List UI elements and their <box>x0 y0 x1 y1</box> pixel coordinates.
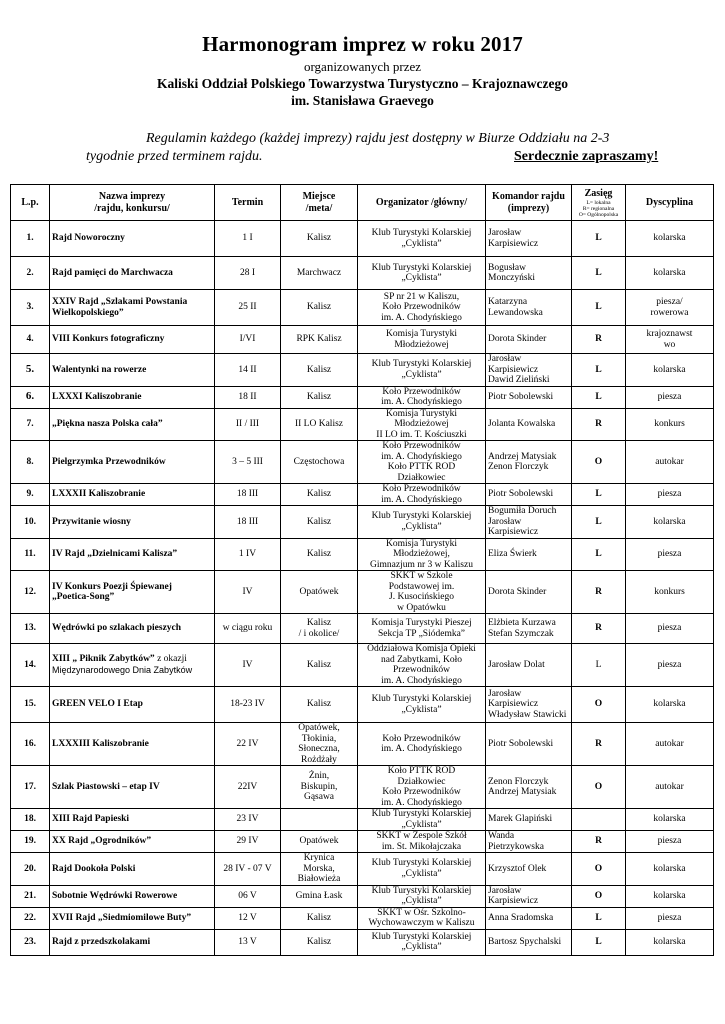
row-organizer: Koło Przewodników im. A. Chodyńskiego <box>358 386 486 408</box>
row-lp: 16. <box>11 723 50 766</box>
row-discipline: piesza <box>626 907 714 929</box>
table-row <box>11 290 714 326</box>
header-lp: L.p. <box>11 185 50 221</box>
row-place: Kalisz <box>281 221 358 257</box>
row-lp: 1. <box>11 221 50 257</box>
row-commander: Jarosław Karpisiewicz <box>486 885 572 907</box>
table-row <box>11 257 714 290</box>
row-organizer: Klub Turystyki Kolarskiej „Cyklista” <box>358 506 486 539</box>
row-scope: R <box>572 723 626 766</box>
row-organizer: Klub Turystyki Kolarskiej „Cyklista” <box>358 687 486 723</box>
row-commander: Wanda Pietrzykowska <box>486 831 572 853</box>
row-lp: 11. <box>11 538 50 571</box>
row-term: 23 IV <box>215 809 281 831</box>
row-lp: 23. <box>11 929 50 955</box>
row-term: 1 IV <box>215 538 281 571</box>
row-place: Kalisz <box>281 929 358 955</box>
row-discipline: piesza <box>626 614 714 644</box>
row-term: IV <box>215 571 281 614</box>
row-lp: 3. <box>11 290 50 326</box>
row-lp: 9. <box>11 484 50 506</box>
row-discipline: konkurs <box>626 408 714 441</box>
row-organizer: Koło Przewodników im. A. Chodyńskiego <box>358 723 486 766</box>
row-commander: Marek Glapiński <box>486 809 572 831</box>
table-row <box>11 907 714 929</box>
row-lp: 8. <box>11 441 50 484</box>
row-scope: R <box>572 831 626 853</box>
row-discipline: kolarska <box>626 809 714 831</box>
row-term: 18 II <box>215 386 281 408</box>
row-discipline: krajoznawst wo <box>626 326 714 354</box>
row-commander: Elżbieta Kurzawa Stefan Szymczak <box>486 614 572 644</box>
row-lp: 17. <box>11 766 50 809</box>
header-discipline: Dyscyplina <box>626 185 714 221</box>
row-name: Przywitanie wiosny <box>50 506 215 539</box>
row-commander: Anna Sradomska <box>486 907 572 929</box>
table-row <box>11 441 714 484</box>
table-row <box>11 723 714 766</box>
row-scope: L <box>572 354 626 387</box>
row-discipline: piesza <box>626 484 714 506</box>
row-term: 25 II <box>215 290 281 326</box>
row-scope: R <box>572 571 626 614</box>
row-discipline: piesza/ rowerowa <box>626 290 714 326</box>
row-name: Rajd pamięci do Marchwacza <box>50 257 215 290</box>
row-scope: O <box>572 766 626 809</box>
row-lp: 22. <box>11 907 50 929</box>
info-line-1: Regulamin każdego (każdej imprezy) rajdu jest dostępny w Biurze Oddziału na 2-3 <box>146 131 610 146</box>
row-lp: 14. <box>11 644 50 687</box>
row-name: Rajd Noworoczny <box>50 221 215 257</box>
row-commander: Piotr Sobolewski <box>486 723 572 766</box>
row-discipline: piesza <box>626 386 714 408</box>
row-organizer: Komisja Turystyki Młodzieżowej II LO im. T. Kościuszki <box>358 408 486 441</box>
header-place: Miejsce /meta/ <box>281 185 358 221</box>
row-lp: 19. <box>11 831 50 853</box>
row-scope: L <box>572 484 626 506</box>
row-name: Rajd Dookoła Polski <box>50 853 215 886</box>
row-name: XIII Rajd Papieski <box>50 809 215 831</box>
row-place: Opatówek, Tłokinia, Słoneczna, Rożdżały <box>281 723 358 766</box>
row-term: 12 V <box>215 907 281 929</box>
row-place: Krynica Morska, Białowieża <box>281 853 358 886</box>
row-name: IV Rajd „Dzielnicami Kalisza” <box>50 538 215 571</box>
row-lp: 15. <box>11 687 50 723</box>
row-organizer: Klub Turystyki Kolarskiej „Cyklista” <box>358 853 486 886</box>
row-discipline: kolarska <box>626 853 714 886</box>
row-name: IV Konkurs Poezji Śpiewanej „Poetica-Song” <box>50 571 215 614</box>
row-place: II LO Kalisz <box>281 408 358 441</box>
row-commander: Zenon Florczyk Andrzej Matysiak <box>486 766 572 809</box>
row-name: VIII Konkurs fotograficzny <box>50 326 215 354</box>
row-place: Kalisz / i okolice/ <box>281 614 358 644</box>
row-discipline: autokar <box>626 766 714 809</box>
row-organizer: Komisja Turystyki Młodzieżowej <box>358 326 486 354</box>
row-name: Szlak Piastowski – etap IV <box>50 766 215 809</box>
row-place: Opatówek <box>281 831 358 853</box>
row-scope: L <box>572 506 626 539</box>
row-name: Sobotnie Wędrówki Rowerowe <box>50 885 215 907</box>
row-scope: L <box>572 290 626 326</box>
row-name: LXXXIII Kaliszobranie <box>50 723 215 766</box>
row-name: Wędrówki po szlakach pieszych <box>50 614 215 644</box>
row-lp: 20. <box>11 853 50 886</box>
invitation-text: Serdecznie zapraszamy! <box>514 149 659 164</box>
row-commander: Andrzej Matysiak Zenon Florczyk <box>486 441 572 484</box>
header-commander: Komandor rajdu (imprezy) <box>486 185 572 221</box>
organization-patron: im. Stanisława Graevego <box>291 93 434 108</box>
table-row <box>11 538 714 571</box>
row-commander: Bogumiła Doruch Jarosław Karpisiewicz <box>486 506 572 539</box>
row-discipline: autokar <box>626 723 714 766</box>
row-commander: Krzysztof Olek <box>486 853 572 886</box>
row-term: II / III <box>215 408 281 441</box>
header-organizer: Organizator /główny/ <box>358 185 486 221</box>
row-name: XXIV Rajd „Szlakami Powstania Wielkopolskiego” <box>50 290 215 326</box>
table-row <box>11 221 714 257</box>
row-organizer: Klub Turystyki Kolarskiej „Cyklista” <box>358 257 486 290</box>
row-discipline: kolarska <box>626 885 714 907</box>
table-row <box>11 386 714 408</box>
table-row <box>11 644 714 687</box>
row-commander: Jarosław Karpisiewicz Władysław Stawicki <box>486 687 572 723</box>
row-scope: L <box>572 538 626 571</box>
table-row <box>11 571 714 614</box>
row-lp: 13. <box>11 614 50 644</box>
table-row <box>11 326 714 354</box>
row-name: Walentynki na rowerze <box>50 354 215 387</box>
table-row <box>11 831 714 853</box>
row-term: 1 I <box>215 221 281 257</box>
row-scope: L <box>572 929 626 955</box>
row-term: w ciągu roku <box>215 614 281 644</box>
row-discipline: autokar <box>626 441 714 484</box>
row-term: 28 I <box>215 257 281 290</box>
table-row <box>11 853 714 886</box>
row-discipline: konkurs <box>626 571 714 614</box>
table-row <box>11 506 714 539</box>
row-lp: 12. <box>11 571 50 614</box>
row-place: RPK Kalisz <box>281 326 358 354</box>
row-term: I/VI <box>215 326 281 354</box>
row-term: IV <box>215 644 281 687</box>
row-scope: R <box>572 326 626 354</box>
row-name: XIII „ Piknik Zabytków” z okazji Międzynarodowego Dnia Zabytków <box>50 644 215 687</box>
row-commander: Jolanta Kowalska <box>486 408 572 441</box>
schedule-table <box>10 184 714 956</box>
row-name: LXXXII Kaliszobranie <box>50 484 215 506</box>
table-row <box>11 929 714 955</box>
row-commander: Jarosław Dolat <box>486 644 572 687</box>
row-place <box>281 809 358 831</box>
row-lp: 2. <box>11 257 50 290</box>
row-place: Kalisz <box>281 907 358 929</box>
table-row <box>11 809 714 831</box>
row-name: XVII Rajd „Siedmiomilowe Buty” <box>50 907 215 929</box>
row-organizer: SKKT w Szkole Podstawowej im. J. Kusocińskiego w Opatówku <box>358 571 486 614</box>
row-lp: 4. <box>11 326 50 354</box>
row-place: Marchwacz <box>281 257 358 290</box>
row-scope: L <box>572 644 626 687</box>
row-discipline: kolarska <box>626 929 714 955</box>
row-term: 18-23 IV <box>215 687 281 723</box>
row-discipline: kolarska <box>626 221 714 257</box>
row-term: 18 III <box>215 506 281 539</box>
row-place: Kalisz <box>281 290 358 326</box>
row-term: 06 V <box>215 885 281 907</box>
organization-name: Kaliski Oddział Polskiego Towarzystwa Turystyczno – Krajoznawczego <box>156 76 568 91</box>
row-lp: 7. <box>11 408 50 441</box>
row-name: „Piękna nasza Polska cała” <box>50 408 215 441</box>
table-row <box>11 766 714 809</box>
row-lp: 10. <box>11 506 50 539</box>
row-term: 14 II <box>215 354 281 387</box>
row-discipline: kolarska <box>626 354 714 387</box>
row-organizer: Komisja Turystyki Młodzieżowej, Gimnazjum nr 3 w Kaliszu <box>358 538 486 571</box>
row-place: Kalisz <box>281 354 358 387</box>
row-scope: L <box>572 221 626 257</box>
table-row <box>11 354 714 387</box>
row-commander: Jarosław Karpisiewicz <box>486 221 572 257</box>
row-organizer: SP nr 21 w Kaliszu, Koło Przewodników im. A. Chodyńskiego <box>358 290 486 326</box>
row-discipline: piesza <box>626 644 714 687</box>
row-place: Żnin, Biskupin, Gąsawa <box>281 766 358 809</box>
row-name: Pielgrzymka Przewodników <box>50 441 215 484</box>
row-term: 28 IV - 07 V <box>215 853 281 886</box>
row-commander: Piotr Sobolewski <box>486 386 572 408</box>
row-place: Kalisz <box>281 484 358 506</box>
row-commander: Bartosz Spychalski <box>486 929 572 955</box>
row-organizer: Klub Turystyki Kolarskiej „Cyklista” <box>358 885 486 907</box>
row-scope: L <box>572 257 626 290</box>
row-name: GREEN VELO I Etap <box>50 687 215 723</box>
row-commander: Katarzyna Lewandowska <box>486 290 572 326</box>
row-organizer: Klub Turystyki Kolarskiej „Cyklista” <box>358 354 486 387</box>
row-organizer: SKKT w Ośr. Szkolno- Wychowawczym w Kaliszu <box>358 907 486 929</box>
row-scope: O <box>572 441 626 484</box>
row-lp: 6. <box>11 386 50 408</box>
row-scope: O <box>572 687 626 723</box>
row-scope: R <box>572 614 626 644</box>
row-name: Rajd z przedszkolakami <box>50 929 215 955</box>
row-term: 3 – 5 III <box>215 441 281 484</box>
row-organizer: Klub Turystyki Kolarskiej „Cyklista” <box>358 929 486 955</box>
row-commander: Piotr Sobolewski <box>486 484 572 506</box>
row-term: 18 III <box>215 484 281 506</box>
header-scope: Zasięg L= lokalna R= regionalna O= Ogólnopolska <box>572 185 626 221</box>
row-place: Kalisz <box>281 506 358 539</box>
row-scope: R <box>572 408 626 441</box>
row-organizer: Koło Przewodników im. A. Chodyńskiego Koło PTTK ROD Działkowiec <box>358 441 486 484</box>
row-organizer: Klub Turystyki Kolarskiej „Cyklista” <box>358 221 486 257</box>
row-organizer: SKKT w Zespole Szkół im. St. Mikołajczaka <box>358 831 486 853</box>
row-discipline: piesza <box>626 538 714 571</box>
row-place: Kalisz <box>281 538 358 571</box>
table-row <box>11 484 714 506</box>
page-title: Harmonogram imprez w roku 2017 <box>202 32 523 56</box>
table-row <box>11 687 714 723</box>
subtitle: organizowanych przez <box>303 59 422 74</box>
table-row <box>11 408 714 441</box>
row-organizer: Oddziałowa Komisja Opieki nad Zabytkami, Koło Przewodników im. A. Chodyńskiego <box>358 644 486 687</box>
row-scope <box>572 809 626 831</box>
row-commander: Bogusław Monczyński <box>486 257 572 290</box>
row-place: Kalisz <box>281 644 358 687</box>
row-lp: 21. <box>11 885 50 907</box>
row-discipline: kolarska <box>626 506 714 539</box>
row-scope: O <box>572 853 626 886</box>
row-organizer: Klub Turystyki Kolarskiej „Cyklista” <box>358 809 486 831</box>
row-name: XX Rajd „Ogrodników” <box>50 831 215 853</box>
row-place: Opatówek <box>281 571 358 614</box>
row-organizer: Koło PTTK ROD Działkowiec Koło Przewodników im. A. Chodyńskiego <box>358 766 486 809</box>
table-row <box>11 614 714 644</box>
header-name: Nazwa imprezy /rajdu, konkursu/ <box>50 185 215 221</box>
row-commander: Dorota Skinder <box>486 571 572 614</box>
info-line-2: tygodnie przed terminem rajdu. <box>86 149 263 164</box>
row-name: LXXXI Kaliszobranie <box>50 386 215 408</box>
row-discipline: piesza <box>626 831 714 853</box>
row-lp: 5. <box>11 354 50 387</box>
row-scope: O <box>572 885 626 907</box>
row-term: 22 IV <box>215 723 281 766</box>
row-place: Częstochowa <box>281 441 358 484</box>
row-place: Gmina Łask <box>281 885 358 907</box>
row-lp: 18. <box>11 809 50 831</box>
row-organizer: Komisja Turystyki Pieszej Sekcja TP „Siódemka” <box>358 614 486 644</box>
row-place: Kalisz <box>281 687 358 723</box>
row-discipline: kolarska <box>626 257 714 290</box>
row-term: 13 V <box>215 929 281 955</box>
row-discipline: kolarska <box>626 687 714 723</box>
row-commander: Jarosław Karpisiewicz Dawid Zieliński <box>486 354 572 387</box>
row-term: 29 IV <box>215 831 281 853</box>
row-commander: Dorota Skinder <box>486 326 572 354</box>
table-header-row <box>11 185 714 221</box>
row-organizer: Koło Przewodników im. A. Chodyńskiego <box>358 484 486 506</box>
table-row <box>11 885 714 907</box>
row-scope: L <box>572 907 626 929</box>
row-commander: Eliza Świerk <box>486 538 572 571</box>
row-scope: L <box>572 386 626 408</box>
row-place: Kalisz <box>281 386 358 408</box>
header-term: Termin <box>215 185 281 221</box>
row-term: 22IV <box>215 766 281 809</box>
